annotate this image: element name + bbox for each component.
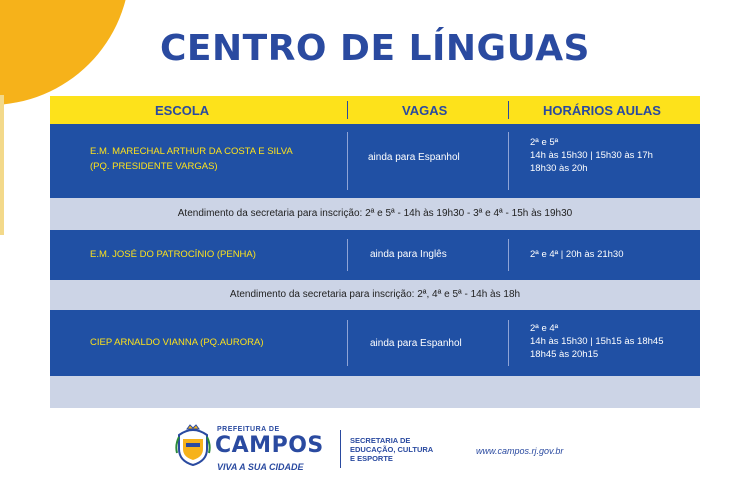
header-divider <box>347 101 348 119</box>
secretaria-label: SECRETARIA DE EDUCAÇÃO, CULTURA E ESPORTE <box>350 436 434 463</box>
class-schedule: 2ª e 5ª 14h às 15h30 | 15h30 às 17h 18h30 às 20h <box>530 137 653 174</box>
header-vagas: VAGAS <box>402 103 448 118</box>
column-divider <box>347 239 348 271</box>
column-divider <box>508 132 509 190</box>
website-url: www.campos.rj.gov.br <box>476 446 564 456</box>
column-divider <box>347 320 348 366</box>
header-escola: ESCOLA <box>155 103 210 118</box>
class-schedule: 2ª e 4ª | 20h às 21h30 <box>530 249 624 260</box>
city-slogan: VIVA A SUA CIDADE <box>217 462 304 472</box>
column-divider <box>347 132 348 190</box>
footer <box>0 420 750 480</box>
secretary-hours-note: Atendimento da secretaria para inscrição: 2ª, 4ª e 5ª - 14h às 18h <box>50 280 700 310</box>
column-divider <box>508 239 509 271</box>
secretary-hours-note: Atendimento da secretaria para inscrição: 2ª e 5ª - 14h às 19h30 - 3ª e 4ª - 15h às 19h30 <box>50 198 700 230</box>
class-schedule: 2ª e 4ª 14h às 15h30 | 15h15 às 18h45 18h45 às 20h15 <box>530 323 664 360</box>
vacancy-text: ainda para Espanhol <box>370 338 462 349</box>
table-footer-band <box>50 376 700 408</box>
left-edge-decoration <box>0 95 4 235</box>
prefeitura-label: PREFEITURA DE <box>217 426 280 433</box>
school-name: E.M. JOSÉ DO PATROCÍNIO (PENHA) <box>90 249 256 260</box>
column-divider <box>508 320 509 366</box>
page-title: CENTRO DE LÍNGUAS <box>160 28 590 69</box>
table-row <box>50 230 700 280</box>
table-row <box>50 310 700 376</box>
table-row <box>50 124 700 198</box>
schedule-table <box>50 96 700 408</box>
vacancy-text: ainda para Espanhol <box>368 152 460 163</box>
vacancy-text: ainda para Inglês <box>370 249 447 260</box>
header-horarios: HORÁRIOS AULAS <box>543 103 661 118</box>
city-logo-text: CAMPOS <box>215 433 324 458</box>
table-header <box>50 96 700 124</box>
school-name: E.M. MARECHAL ARTHUR DA COSTA E SILVA (PQ. PRESIDENTE VARGAS) <box>90 146 293 172</box>
header-divider <box>508 101 509 119</box>
footer-divider <box>340 430 341 468</box>
city-crest-icon <box>175 423 211 467</box>
school-name: CIEP ARNALDO VIANNA (PQ.AURORA) <box>90 337 264 348</box>
